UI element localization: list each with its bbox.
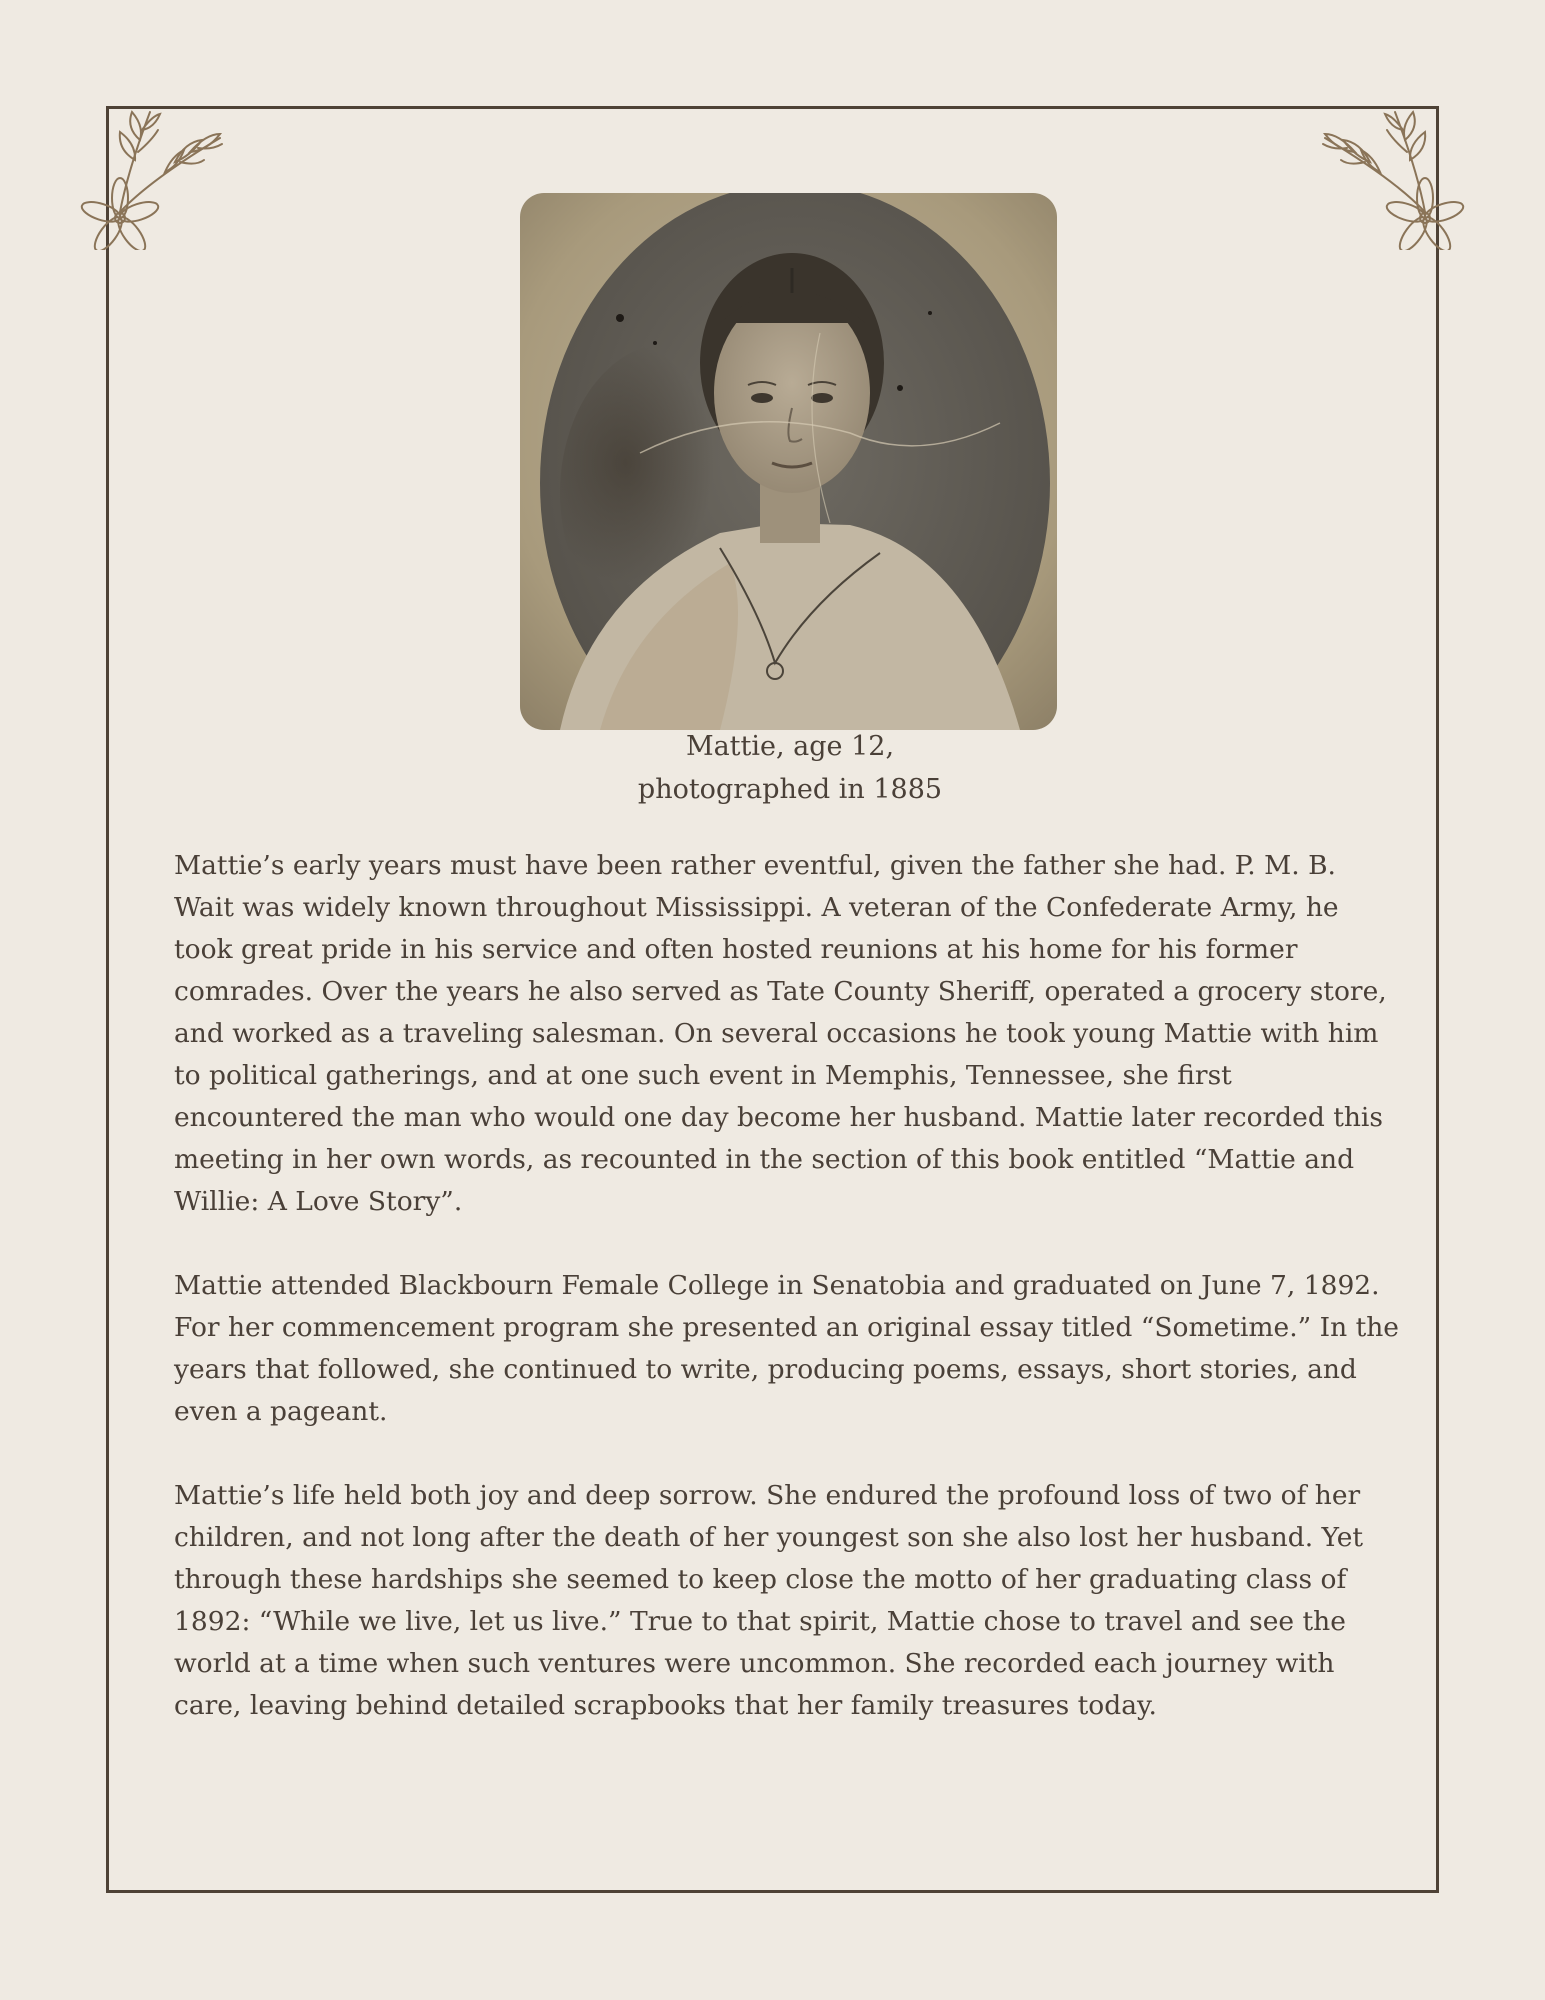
floral-corner-left-icon (80, 100, 230, 250)
caption-line-2: photographed in 1885 (637, 774, 943, 805)
paragraph-3: Mattie’s life held both joy and deep sorrow. She endured the profound loss of two of her children, and not long after the death of her youngest son she also lost her husband. Yet through these hardships she seemed to keep close the motto of her graduating class of 1892: “While we live, let us live.” True to that spirit, Mattie chose to travel and see the world at a time when such ventures were uncommon. She recorded each journey with care, leaving behind detailed scrapbooks that her family treasures today. (174, 1480, 1364, 1721)
floral-corner-right-icon (1315, 100, 1465, 250)
caption-line-1: Mattie, age 12, (685, 731, 895, 762)
paragraph-1: Mattie’s early years must have been rather eventful, given the father she had. P. M. B. Wait was widely known throughout Mississippi. A veteran of the Confederate Army, he took great pride in his service and often hosted reunions at his home for his former comrades. Over the years he also served as Tate County Sheriff, operated a grocery store, and worked as a traveling salesman. On several occasions he took young Mattie with him to political gatherings, and at one such event in Memphis, Tennessee, she first encountered the man who would one day become her husband. Mattie later recorded this meeting in her own words, as recounted in the section of this book entitled “Mattie and Willie: A Love Story”. (174, 850, 1387, 1217)
body-text (174, 845, 1404, 1769)
paragraph-2: Mattie attended Blackbourn Female College in Senatobia and graduated on June 7, 1892. For her commencement program she presented an original essay titled “Sometime.” In the years that followed, she continued to write, producing poems, essays, short stories, and even a pageant. (174, 1270, 1399, 1427)
photo-caption (420, 725, 1160, 811)
portrait-photo (520, 193, 1057, 730)
portrait-image (520, 193, 1057, 730)
